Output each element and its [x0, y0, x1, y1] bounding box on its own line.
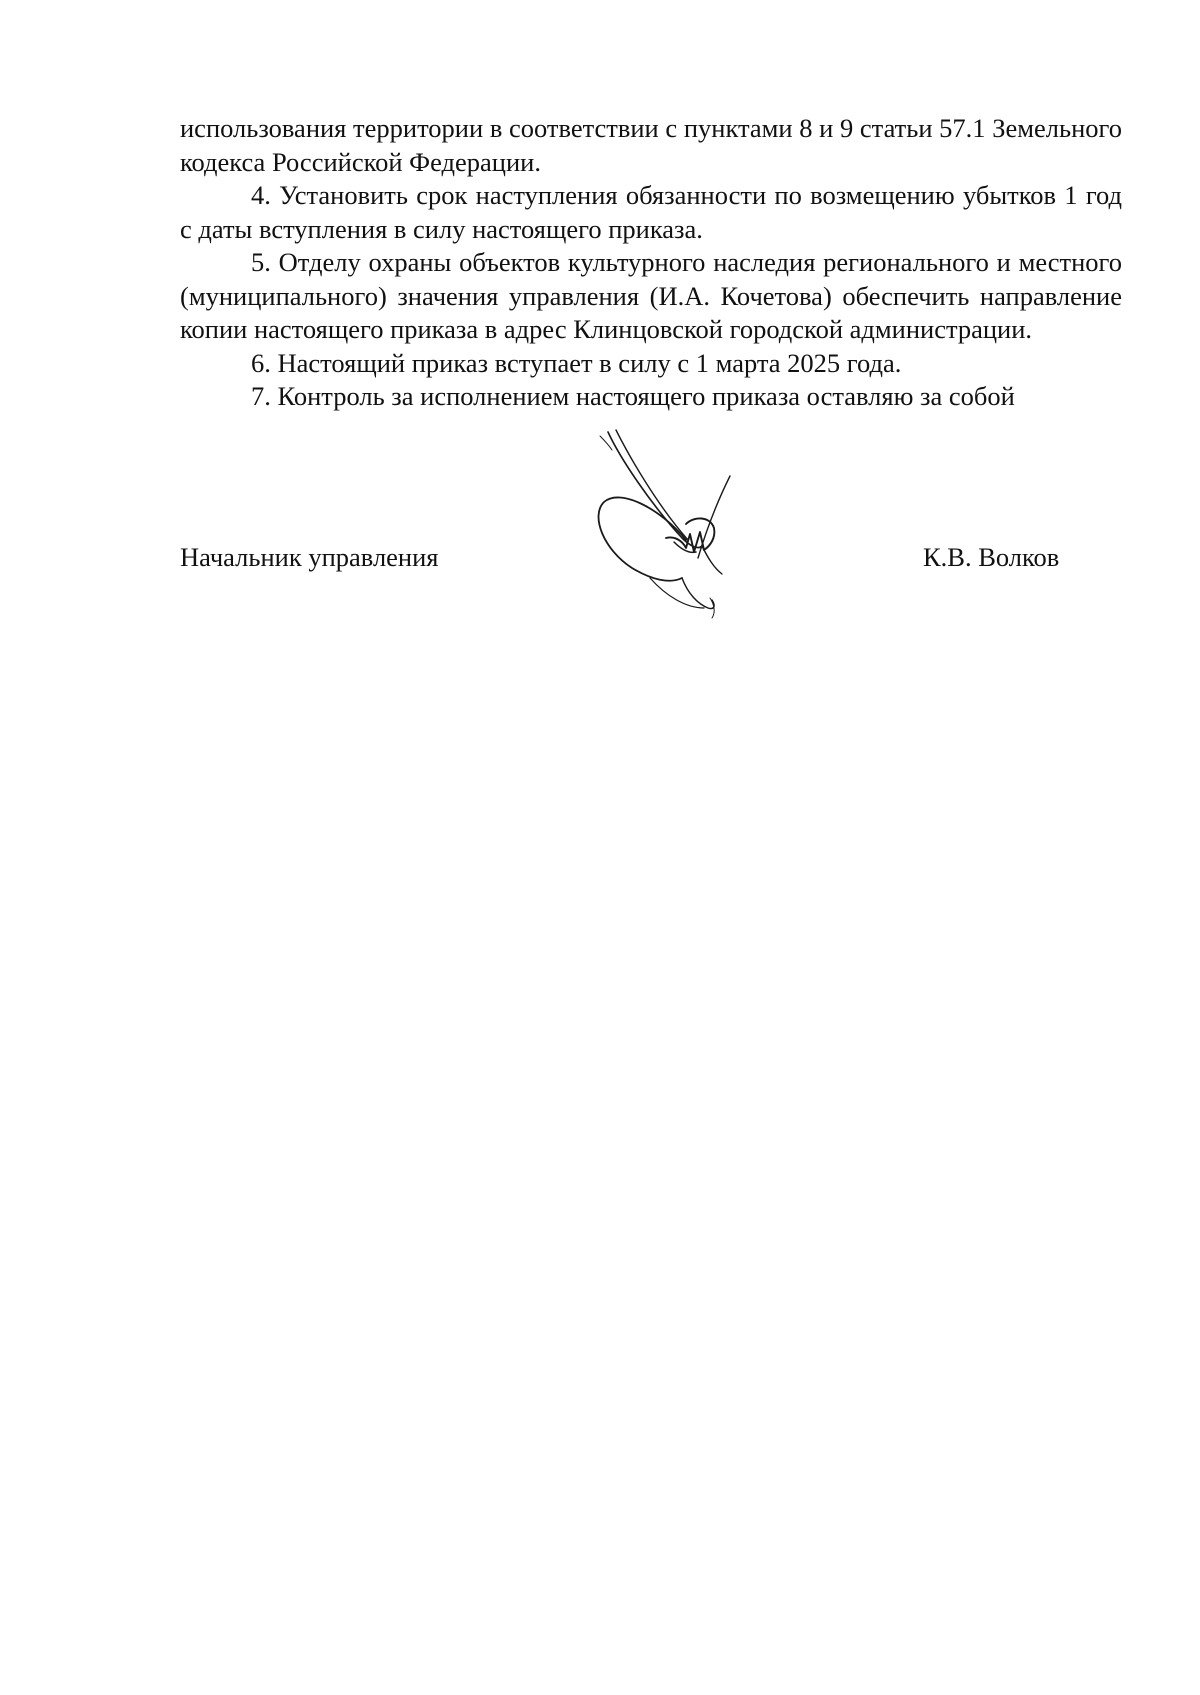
- signatory-position: Начальник управления: [180, 542, 439, 572]
- paragraph-continuation: использования территории в соответствии с пунктами 8 и 9 статьи 57.1 Земельного кодекса Российской Федерации.: [180, 113, 1122, 177]
- paragraph-item-5: 5. Отделу охраны объектов культурного наследия регионального и местного (муниципального) значения управления (И.А. Кочетова) обеспечить направление копии настоящего приказа в адрес Клинцовской городской администрации.: [180, 247, 1122, 344]
- signatory-name: К.В. Волков: [923, 542, 1060, 572]
- handwritten-signature: [590, 428, 750, 643]
- paragraph-item-4: 4. Установить срок наступления обязанности по возмещению убытков 1 год с даты вступления в силу настоящего приказа.: [180, 180, 1122, 244]
- paragraph-item-7: 7. Контроль за исполнением настоящего приказа оставляю за собой: [251, 381, 1015, 411]
- document-body: [180, 112, 1122, 414]
- paragraph-item-6: 6. Настоящий приказ вступает в силу с 1 марта 2025 года.: [251, 347, 902, 378]
